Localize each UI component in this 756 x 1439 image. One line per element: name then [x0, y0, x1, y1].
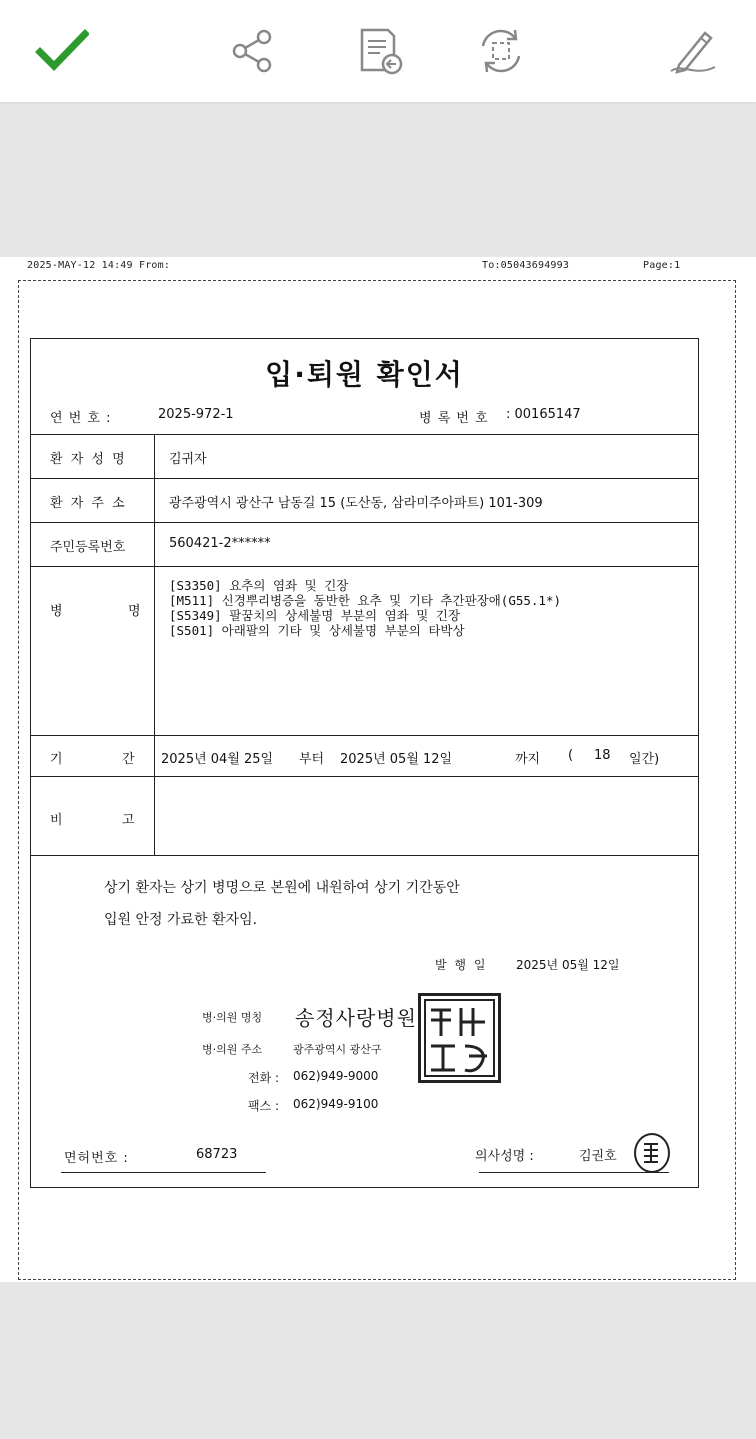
document-back-icon[interactable]: [352, 22, 410, 80]
doctor-underline: [479, 1172, 669, 1173]
issue-date-value: 2025년 05월 12일: [516, 958, 620, 972]
row-divider: [31, 735, 698, 736]
fax-datetime: 2025-MAY-12 14:49 From:: [27, 260, 171, 271]
period-label-1: 기: [50, 752, 63, 767]
diagnosis-label-1: 병: [50, 604, 63, 619]
serial-label: 연 번 호 :: [50, 411, 112, 426]
resident-number-label: 주민등록번호: [50, 540, 126, 555]
patient-address-value: 광주광역시 광산구 남동길 15 (도산동, 삼라미주아파트) 101-309: [169, 496, 543, 511]
row-divider: [31, 566, 698, 567]
rotate-crop-icon[interactable]: [472, 22, 530, 80]
resident-number-value: 560421-2******: [169, 536, 271, 551]
doctor-name: 김권호: [579, 1149, 617, 1164]
serial-value: 2025-972-1: [158, 407, 234, 422]
license-number: 68723: [196, 1147, 238, 1162]
hospital-address-label: 병·의원 주소: [202, 1043, 263, 1056]
scan-edge-right: [735, 280, 736, 1280]
doctor-label: 의사성명 :: [475, 1149, 534, 1164]
period-end: 2025년 05월 12일: [340, 752, 453, 767]
hospital-seal-stamp: [418, 993, 501, 1083]
patient-address-label: 환 자 주 소: [50, 496, 127, 511]
hospital-name: 송정사랑병원: [295, 1006, 417, 1030]
record-value: : 00165147: [506, 407, 581, 422]
period-from: 부터: [299, 752, 325, 767]
phone-label: 전화 :: [248, 1071, 280, 1085]
period-days: 18: [594, 748, 611, 763]
record-label: 병 록 번 호: [419, 411, 489, 426]
row-divider: [31, 478, 698, 479]
patient-name-label: 환 자 성 명: [50, 452, 127, 467]
diagnosis-item: [S3350] 요추의 염좌 및 긴장: [169, 578, 349, 593]
share-icon[interactable]: [224, 22, 282, 80]
scan-edge-bottom: [18, 1279, 736, 1280]
row-divider: [31, 434, 698, 435]
pen-sign-icon[interactable]: [664, 22, 722, 80]
license-underline: [61, 1172, 266, 1173]
scan-edge-left: [18, 280, 19, 1280]
column-divider: [154, 434, 155, 855]
row-divider: [31, 855, 698, 856]
patient-name-value: 김귀자: [169, 452, 207, 467]
fax-to-number: To:05043694993: [482, 260, 570, 271]
row-divider: [31, 776, 698, 777]
phone-value: 062)949-9000: [293, 1069, 379, 1083]
diagnosis-item: [S501] 아래팔의 기타 및 상세불명 부분의 타박상: [169, 623, 465, 638]
license-label: 면허번호 :: [64, 1151, 129, 1166]
period-paren-open: (: [568, 748, 574, 763]
scan-edge-top: [18, 280, 736, 281]
diagnosis-item: [S5349] 팔꿈치의 상세불명 부분의 염좌 및 긴장: [169, 608, 461, 623]
remarks-label-2: 고: [122, 813, 135, 828]
fax-value: 062)949-9100: [293, 1097, 379, 1111]
doctor-seal-stamp: [634, 1133, 670, 1173]
fax-page-number: Page:1: [643, 260, 681, 271]
row-divider: [31, 522, 698, 523]
period-start: 2025년 04월 25일: [161, 752, 274, 767]
period-until: 까지: [515, 752, 541, 767]
certificate-frame: [30, 338, 699, 1188]
issue-date-label: 발 행 일: [435, 958, 488, 972]
statement-line-1: 상기 환자는 상기 병명으로 본원에 내원하여 상기 기간동안: [104, 880, 460, 896]
diagnosis-item: [M511] 신경뿌리병증을 동반한 요추 및 기타 추간판장애(G55.1*): [169, 593, 562, 608]
remarks-label-1: 비: [50, 813, 63, 828]
document-page: [0, 257, 756, 1282]
document-title: 입·퇴원 확인서: [265, 358, 464, 391]
statement-line-2: 입원 안정 가료한 환자임.: [104, 912, 258, 928]
fax-label: 팩스 :: [248, 1099, 280, 1113]
hospital-name-label: 병·의원 명칭: [202, 1011, 263, 1024]
period-days-unit: 일간): [629, 752, 660, 767]
top-toolbar: [0, 0, 756, 102]
hospital-address: 광주광역시 광산구: [293, 1043, 382, 1056]
check-icon[interactable]: [33, 22, 91, 80]
period-label-2: 간: [122, 752, 135, 767]
diagnosis-label-2: 명: [128, 604, 141, 619]
